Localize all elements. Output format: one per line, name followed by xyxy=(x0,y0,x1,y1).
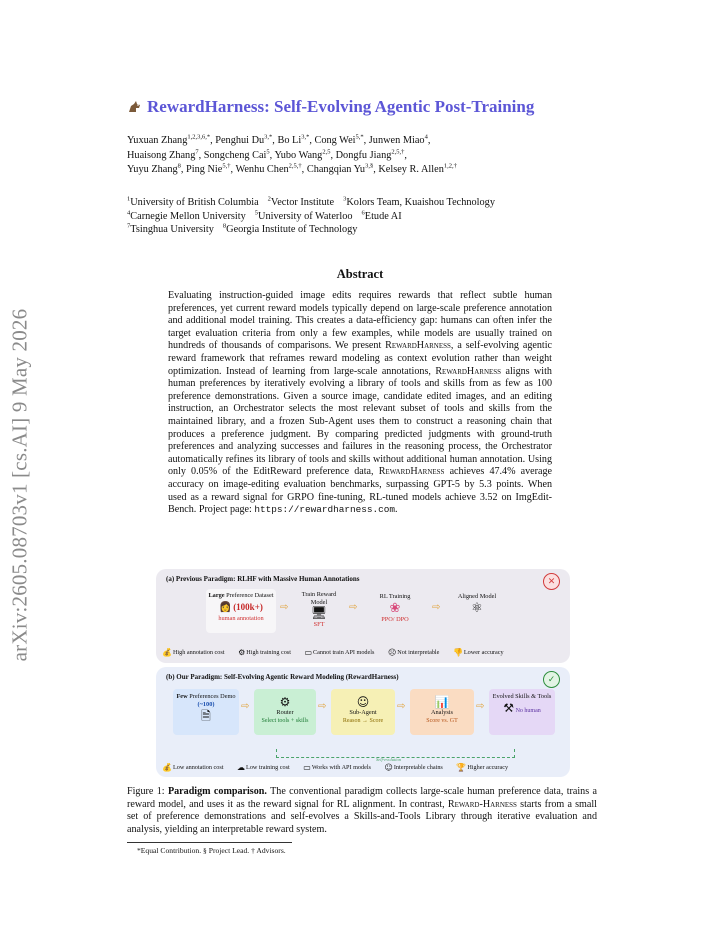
document-icon: 🗎 xyxy=(201,709,211,723)
author: Cong Wei$^{5,*}$ xyxy=(314,133,364,146)
affiliation: $^3$Kolors Team, Kuaishou Technology xyxy=(343,195,495,208)
self-evolution-label: Self-evolution xyxy=(376,757,401,762)
coins-icon: 💰 xyxy=(162,763,172,772)
footnote: *Equal Contribution. § Project Lead. † Advisors. xyxy=(137,846,286,855)
annotator-icon: 👩 xyxy=(219,601,232,613)
arrow-icon: ⇨ xyxy=(476,701,485,712)
tools-icon: ⚒ xyxy=(503,701,514,715)
author: Changqian $Yu^{3,\S}$ xyxy=(306,162,374,175)
figure-caption: Figure 1: Paradigm comparison. The conventional paradigm collects large-scale human preference data, trains a reward model, and uses it as the reward signal for RL alignment. In contrast, Reward-Harness starts from a small set of preference demonstrations and self-evolves a Skills-and-Tools Library through iterative evaluation and analysis, yielding an interpretable reward system. xyxy=(127,786,597,835)
author: Huaisong Zhang$^7$ xyxy=(127,148,199,161)
abstract-heading: Abstract xyxy=(336,267,384,281)
cloud-icon: ☁ xyxy=(237,763,246,772)
api-icon: ▭ xyxy=(303,763,311,772)
affiliation: $^7$Tsinghua University xyxy=(127,222,214,235)
robot-icon: ☺ xyxy=(384,763,393,772)
evolved-stage: Evolved Skills & Tools ⚒ No human xyxy=(489,689,555,735)
router-icon: ⚙ xyxy=(279,695,291,709)
affiliation: $^4$Carnegie Mellon University xyxy=(127,209,246,222)
arxiv-identifier: arXiv:2605.08703v1 [cs.AI] 9 May 2026 xyxy=(7,308,32,662)
aligned-model-stage: Aligned Model ⚛ xyxy=(446,593,508,616)
author: Wenhu Chen$^{2,5,\dagger}$ xyxy=(235,162,302,175)
arrow-icon: ⇨ xyxy=(397,701,406,712)
panel-our-paradigm xyxy=(156,667,570,777)
gear-icon: ⚙ xyxy=(238,648,246,657)
panel-a-heading: (a) Previous Paradigm: RLHF with Massive Human Annotations xyxy=(166,575,360,583)
affiliation: $^2$Vector Institute xyxy=(267,195,335,208)
author: Junwen Miao$^4$ xyxy=(368,133,428,146)
few-demo-stage: Few Preferences Demo (~100) 🗎 xyxy=(173,689,239,735)
arrow-icon: ⇨ xyxy=(241,701,250,712)
arrow-icon: ⇨ xyxy=(432,602,441,613)
author: Yuxuan Zhang$^{1,2,3,6,*}$ xyxy=(127,133,211,146)
method-name: RewardHarness xyxy=(385,340,451,352)
chart-icon: 📊 xyxy=(434,695,450,709)
panel-a-costs: 💰High annotation cost ⚙High training cost ▭Cannot train API models ☹Not interpretable 👎Lower accuracy xyxy=(162,648,504,657)
router-stage: ⚙ Router Select tools + skills xyxy=(254,689,316,735)
horse-logo-icon xyxy=(127,99,143,119)
author: Kelsey R. Allen$^{1,2,\dagger}$ xyxy=(378,162,457,175)
panel-previous-paradigm xyxy=(156,569,570,663)
large-dataset-stage: Large Preference Dataset 👩 (100k+) human annotation xyxy=(206,589,276,633)
author: Ping Nie$^{5,\dagger}$ xyxy=(186,162,231,175)
author: Yubo Wang$^{2,5}$ xyxy=(274,148,331,161)
robot-icon: ☺ xyxy=(356,695,370,709)
cross-icon: ✕ xyxy=(543,573,560,590)
author: Penghui $Du^{3,*}$ xyxy=(215,133,273,146)
panel-b-heading: (b) Our Paradigm: Self-Evolving Agentic Reward Modeling (RewardHarness) xyxy=(166,673,399,681)
project-url[interactable]: https://rewardharness.com xyxy=(254,504,395,516)
sub-agent-stage: ☺ Sub-Agent Reason → Score xyxy=(331,689,395,735)
analysis-stage: 📊 Analysis Score vs. GT xyxy=(410,689,474,735)
author: Yuyu Zhang$^8$ xyxy=(127,162,181,175)
author-list: Yuxuan Zhang$^{1,2,3,6,*}$, Penghui $Du^{3,*}$, Bo $Li^{3,*}$, Cong Wei$^{5,*}$, Junwen Miao$^4$, Huaisong Zhang$^7$, Songcheng Cai$^5$, Yubo Wang$^{2,5}$, Dongfu Jiang$^{2,5,\dagger}$, Yuyu Zhang$^8$, Ping Nie$^{5,\dagger}$, Wenhu Chen$^{2,5,\dagger}$, Changqian $Yu^{3,\S}$, Kelsey R. Allen$^{1,2,\dagger}$ xyxy=(127,133,457,175)
abstract-body: Evaluating instruction-guided image edits requires rewards that reflect subtle human preferences, yet current reward models typically depend on large-scale preference annotation and additional model training. This creates a data-efficiency gap: humans can often infer the target evaluation criteria from only a few examples, while models are usually trained on hundreds of thousands of comparisons. We present RewardHarness, a self-evolving agentic reward framework that reframes reward modeling as context evolution rather than weight optimization. Instead of learning from large-scale annotations, RewardHarness aligns with human preferences by iteratively evolving a library of tools and skills from as few as 100 preference demonstrations. Given a source image, candidate edited images, and an editing instruction, an Orchestrator selects the most relevant subset of tools and skills from the maintained library, and a frozen Sub-Agent uses them to construct a reasoning chain that produces a preference judgment. By comparing predicted judgments with ground-truth preferences and analyzing successes and failures in the reasoning process, the Orchestrator automatically refines its library of tools and skills without additional human annotation. Using only 0.05% of the EditReward preference data, RewardHarness achieves 47.4% average accuracy on image-editing evaluation benchmarks, surpassing GPT-5 by 5.3 points. When used as a reward signal for GRPO fine-tuning, RL-tuned models achieve 3.52 on ImgEdit-Bench. Project page: https://rewardharness.com. xyxy=(168,290,553,516)
method-name: RewardHarness xyxy=(435,365,502,377)
brain-icon: ❀ xyxy=(389,600,401,616)
footnote-rule xyxy=(127,842,292,843)
arrow-icon: ⇨ xyxy=(280,602,289,613)
affiliation: $^5$University of Waterloo xyxy=(254,209,353,222)
panel-b-costs: 💰Low annotation cost ☁Low training cost ▭Works with API models ☺Interpretable chains 🏆Higher accuracy xyxy=(162,763,509,772)
money-icon: 💰 xyxy=(162,648,172,657)
author: Dongfu Jiang$^{2,5,\dagger}$ xyxy=(335,148,405,161)
author: Songcheng Cai$^5$ xyxy=(203,148,270,161)
affiliation: $^6$Etude AI xyxy=(361,209,402,222)
title-text: RewardHarness: Self-Evolving Agentic Post-Training xyxy=(147,97,535,116)
affiliation: $^8$Georgia Institute of Technology xyxy=(222,222,358,235)
figure-1 xyxy=(156,569,570,777)
robot-icon: ☹ xyxy=(387,648,397,657)
affiliation: $^1$University of British Columbia xyxy=(127,195,259,208)
thumbs-down-icon: 👎 xyxy=(452,648,463,657)
check-icon: ✓ xyxy=(543,671,560,688)
api-icon: ▭ xyxy=(304,648,313,657)
arrow-icon: ⇨ xyxy=(349,602,358,613)
arrow-icon: ⇨ xyxy=(318,701,327,712)
computer-icon: 🖥 xyxy=(310,606,328,621)
affiliation-list xyxy=(127,196,607,237)
paper-title xyxy=(127,97,534,119)
rl-training-stage: RL Training ❀ PPO/ DPO xyxy=(362,593,428,623)
network-icon: ⚛ xyxy=(471,600,483,616)
train-reward-stage: Train Reward Model 🖥 SFT xyxy=(293,591,345,629)
author: Bo $Li^{3,*}$ xyxy=(277,133,310,146)
method-name: RewardHarness xyxy=(378,466,445,478)
trophy-icon: 🏆 xyxy=(456,763,467,772)
